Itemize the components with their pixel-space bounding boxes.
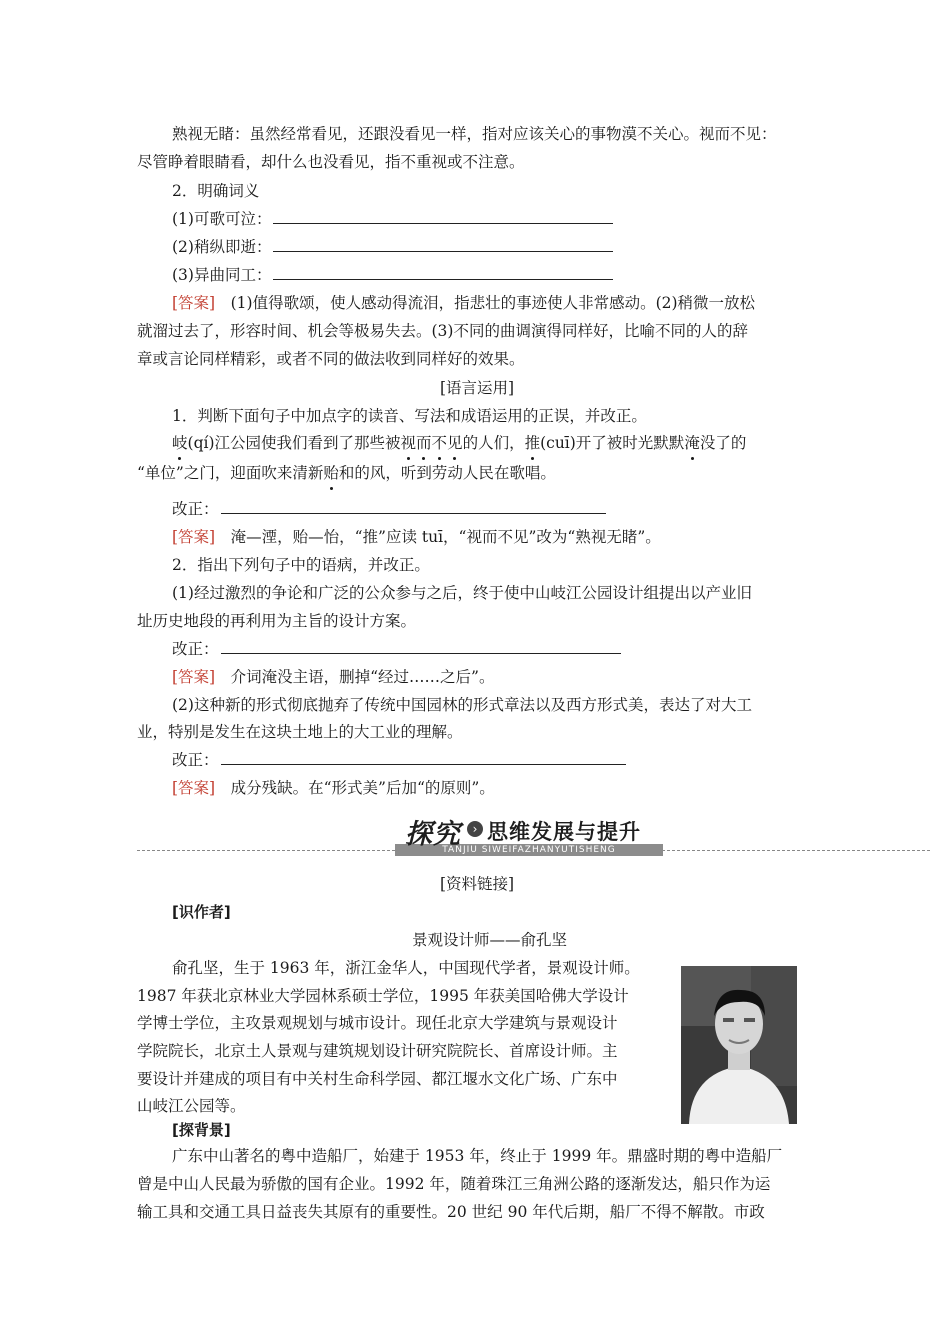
sentence-part: (qí)江公园使我们看到了那些被 [187,434,401,452]
dotted-char: 岐 [172,434,188,452]
answer-blank[interactable] [221,750,626,765]
section-heading: [语言运用] [439,379,515,397]
definition-item [172,208,613,230]
paragraph-line: 广东中山著名的粤中造船厂，始建于 1953 年，终止于 1999 年。鼎盛时期的粤中造船厂 [172,1147,783,1165]
answer-blank[interactable] [221,499,606,514]
banner-title: 探究 [405,819,461,850]
paragraph-line: 要设计并建成的项目有中关村生命科学园、都江堰水文化广场、广东中 [137,1070,618,1088]
question-heading: 2．指出下列句子中的语病，并改正。 [172,556,430,574]
fix-line [172,638,621,660]
question-text: (1)经过激烈的争论和广泛的公众参与之后，终于使中山岐江公园设计组提出以产业旧 [172,584,752,602]
answer-line [172,666,494,688]
author-photo [681,966,797,1124]
fix-line [172,749,626,771]
answer-text: 章或言论同样精彩，或者不同的做法收到同样好的效果。 [137,350,525,368]
question-sentence [172,432,746,454]
banner-subtitle: 思维发展与提升 [487,820,641,844]
dotted-char: 而 [416,434,432,452]
banner-pinyin: TANJIU SIWEIFAZHANYUTISHENG [395,844,663,856]
sentence-part: 和的风，听到劳动人民在歌唱。 [338,464,556,482]
answer-text: 就溜过去了，形容时间、机会等极易失去。(3)不同的曲调演得同样好，比喻不同的人的辞 [137,322,748,340]
dotted-char: 不 [431,434,448,452]
article-title: 景观设计师——俞孔坚 [412,931,568,949]
sentence-part: “单位”之门，迎面吹来清新 [137,464,324,482]
dotted-char: 淹 [684,434,700,452]
answer-text: 淹—湮，贻—怡，“推”应读 tuī，“视而不见”改为“熟视无睹”。 [215,528,661,546]
answer-tag: [答案] [172,528,216,546]
arrow-icon: › [467,821,483,837]
answer-text: 成分残缺。在“形式美”后加“的原则”。 [215,779,495,797]
dotted-char: 见 [447,434,463,452]
answer-blank[interactable] [273,209,613,224]
question-text: 业，特别是发生在这块土地上的大工业的理解。 [137,723,463,741]
answer-text: 介词淹没主语，删掉“经过……之后”。 [215,668,495,686]
answer-tag: [答案] [172,294,216,312]
answer-text: (1)值得歌颂，使人感动得流泪，指悲壮的事迹使人非常感动。(2)稍微一放松 [215,294,756,312]
paragraph-line: 输工具和交通工具日益丧失其原有的重要性。20 世纪 90 年代后期，船厂不得不解散。市政 [137,1203,765,1221]
section-banner [137,812,930,862]
background-tag: [探背景] [172,1121,231,1139]
term-label: (2)稍纵即逝： [172,238,272,256]
question-sentence [137,462,556,484]
fix-label: 改正： [172,500,219,518]
author-tag: [识作者] [172,903,231,921]
question-text: 址历史地段的再利用为主旨的设计方案。 [137,612,417,630]
answer-blank[interactable] [273,265,613,280]
question-text: (2)这种新的形式彻底抛弃了传统中国园林的形式章法以及西方形式美，表达了对大工 [172,696,752,714]
answer-tag: [答案] [172,668,216,686]
definition-item [172,236,613,258]
question-heading: 1．判断下面句子中加点字的读音、写法和成语运用的正误，并改正。 [172,407,647,425]
sentence-part: 没了的 [699,434,747,452]
paragraph-line: 俞孔坚，生于 1963 年，浙江金华人，中国现代学者，景观设计师。 [172,959,640,977]
paragraph-line: 学博士学位，主攻景观规划与城市设计。现任北京大学建筑与景观设计 [137,1014,618,1032]
definition-item [172,264,613,286]
sentence-part: (cuī)开了被时光默默 [540,434,685,452]
answer-blank[interactable] [221,639,621,654]
text-line: 熟视无睹：虽然经常看见，还跟没看见一样，指对应该关心的事物漠不关心。视而不见： [172,125,777,143]
term-label: (1)可歌可泣： [172,210,272,228]
dotted-char [401,434,463,452]
text-line: 尽管睁着眼睛看，却什么也没看见，指不重视或不注意。 [137,153,525,171]
paragraph-line: 学院院长，北京土人景观与建筑规划设计研究院院长、首席设计师。主 [137,1042,618,1060]
answer-blank[interactable] [273,237,613,252]
question-heading: 2．明确词义 [172,182,260,200]
section-heading: [资料链接] [439,875,515,893]
dotted-char: 视 [400,434,417,452]
fix-label: 改正： [172,640,219,658]
dotted-char: 推 [524,434,541,452]
answer-tag: [答案] [172,779,216,797]
dotted-char: 贻 [323,464,339,482]
fix-label: 改正： [172,751,219,769]
paragraph-line: 曾是中山人民最为骄傲的国有企业。1992 年，随着珠江三角洲公路的逐渐发达，船只作为运 [137,1175,771,1193]
paragraph-line: 1987 年获北京林业大学园林系硕士学位，1995 年获美国哈佛大学设计 [137,987,629,1005]
answer-line [172,292,755,314]
answer-line [172,526,661,548]
answer-line [172,777,495,799]
paragraph-line: 山岐江公园等。 [137,1097,246,1115]
fix-line [172,498,606,520]
term-label: (3)异曲同工： [172,266,272,284]
sentence-part: 的人们， [462,434,525,452]
